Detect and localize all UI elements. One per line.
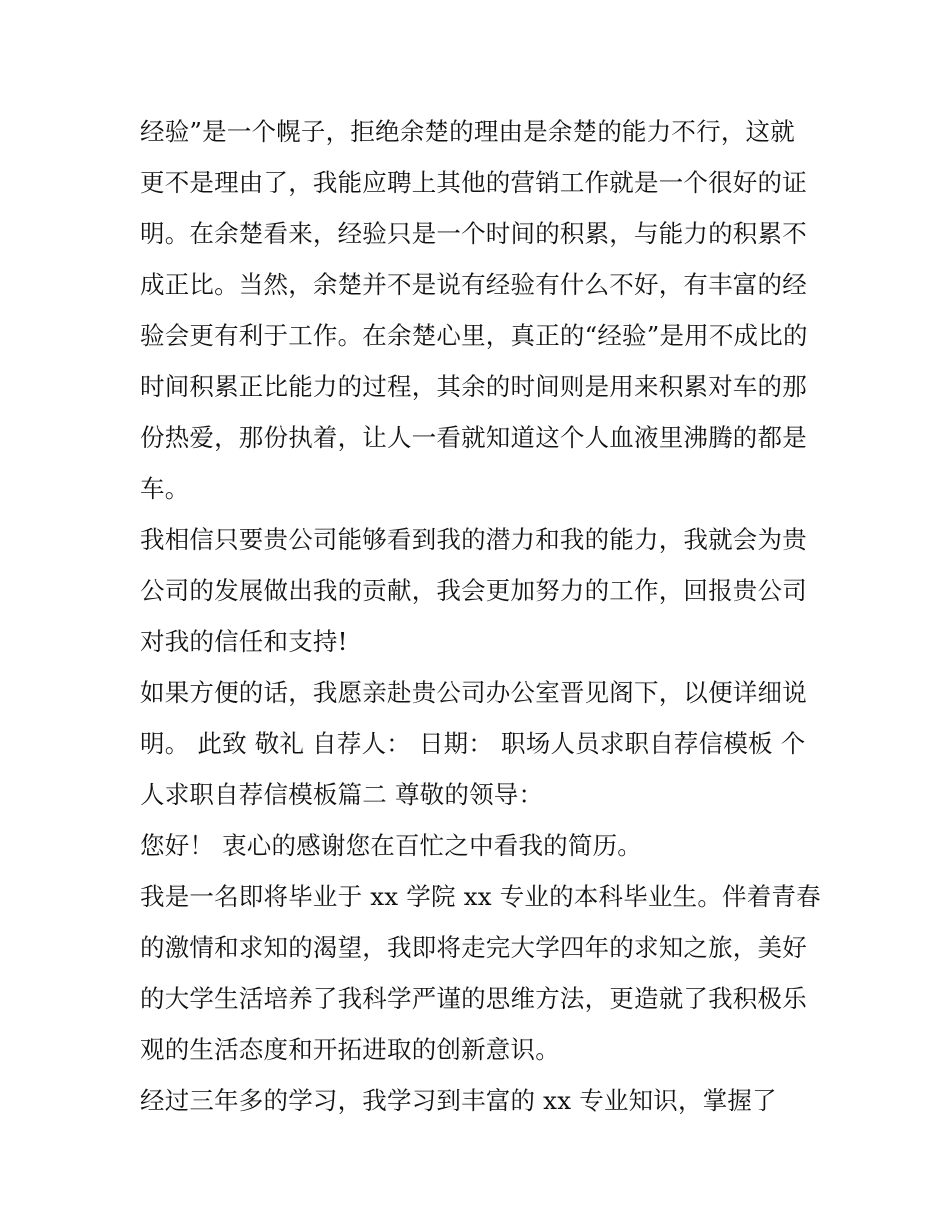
document-body: [140, 106, 821, 1126]
text-line: 明。在余楚看来，经验只是一个时间的积累，与能力的积累不: [140, 219, 807, 248]
text-line: 人求职自荐信模板篇二 尊敬的领导：: [140, 780, 544, 809]
paragraph: [140, 871, 821, 1075]
text-line: 份热爱，那份执着，让人一看就知道这个人血液里沸腾的都是: [140, 423, 807, 452]
text-line: 明。 此致 敬礼 自荐人： 日期： 职场人员求职自荐信模板 个: [140, 729, 806, 758]
text-line: 经过三年多的学习，我学习到丰富的 xx 专业知识，掌握了: [140, 1086, 777, 1115]
text-line: 公司的发展做出我的贡献，我会更加努力的工作，回报贵公司: [140, 576, 807, 605]
paragraph: [140, 514, 812, 667]
paragraph: [140, 1075, 812, 1126]
text-line: 时间积累正比能力的过程，其余的时间则是用来积累对车的那: [140, 372, 807, 401]
text-line: 经验”是一个幌子，拒绝余楚的理由是余楚的能力不行，这就: [140, 117, 795, 146]
text-line: 您好！ 衷心的感谢您在百忙之中看我的简历。: [140, 831, 642, 860]
text-line: 更不是理由了，我能应聘上其他的营销工作就是一个很好的证: [140, 168, 807, 197]
text-line: 对我的信任和支持!: [140, 627, 348, 656]
text-line: 成正比。当然，余楚并不是说有经验有什么不好，有丰富的经: [140, 270, 807, 299]
text-line: 如果方便的话，我愿亲赴贵公司办公室晋见阁下，以便详细说: [140, 678, 807, 707]
paragraph: [140, 106, 812, 514]
text-line: 我是一名即将毕业于 xx 学院 xx 专业的本科毕业生。伴着青春: [140, 882, 821, 911]
text-line: 验会更有利于工作。在余楚心里，真正的“经验”是用不成比的: [140, 321, 808, 350]
paragraph: [140, 667, 812, 820]
paragraph: [140, 820, 812, 871]
text-line: 的大学生活培养了我科学严谨的思维方法，更造就了我积极乐: [140, 984, 807, 1013]
text-line: 的激情和求知的渴望，我即将走完大学四年的求知之旅，美好: [140, 933, 807, 962]
text-line: 观的生活态度和开拓进取的创新意识。: [140, 1035, 560, 1064]
text-line: 车。: [140, 474, 190, 503]
text-line: 我相信只要贵公司能够看到我的潜力和我的能力，我就会为贵: [140, 525, 807, 554]
